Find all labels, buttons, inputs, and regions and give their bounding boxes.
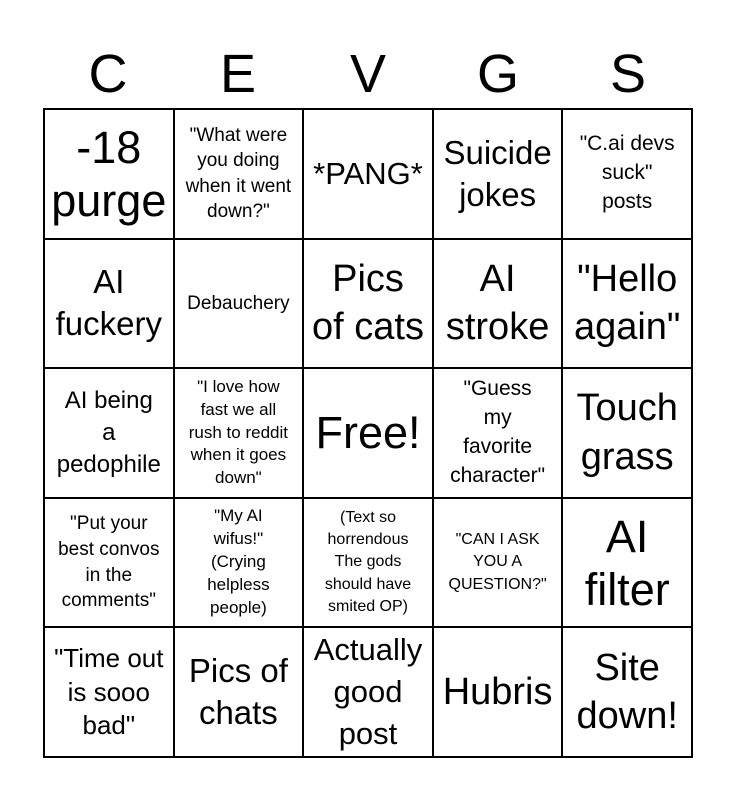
bingo-cell[interactable] [303,368,433,498]
bingo-cell[interactable] [303,627,433,757]
bingo-cell-text: Pics of chats [188,652,288,732]
bingo-cell[interactable] [562,627,692,757]
bingo-cell[interactable] [562,368,692,498]
bingo-cell-text: -18 purge [51,121,167,226]
bingo-header [43,40,693,108]
bingo-cell[interactable] [562,239,692,369]
bingo-cell[interactable] [174,627,304,757]
bingo-cell[interactable] [44,368,174,498]
bingo-cell-text: Site down! [576,646,678,738]
bingo-cell-text: AI stroke [445,257,550,349]
header-letter-e: E [219,44,257,104]
bingo-cell-text: Touch grass [576,387,678,478]
bingo-cell[interactable] [433,239,563,369]
header-letter-g: G [476,44,519,104]
bingo-cell[interactable] [303,498,433,628]
header-letter-v: V [349,44,387,104]
header-letter-c: C [88,44,128,104]
bingo-cell-text: Debauchery [187,292,290,314]
bingo-cell[interactable] [174,498,304,628]
bingo-cell-text: (Text so horrendous The gods should have smited OP) [324,508,412,616]
bingo-cell[interactable] [174,239,304,369]
bingo-cell-text: "Guess my favorite character" [450,377,546,487]
bingo-cell-text: Hubris [442,670,553,713]
bingo-cell[interactable] [303,239,433,369]
bingo-cell[interactable] [562,109,692,239]
bingo-cell[interactable] [174,109,304,239]
bingo-cell[interactable] [433,109,563,239]
bingo-cell[interactable] [562,498,692,628]
bingo-cell-text: Pics of cats [312,257,424,349]
bingo-cell[interactable] [433,627,563,757]
bingo-cell[interactable] [433,498,563,628]
bingo-cell-text: "CAN I ASK YOU A QUESTION?" [448,531,547,593]
bingo-cell[interactable] [303,109,433,239]
bingo-cell-text: AI fuckery [55,263,162,343]
bingo-cell[interactable] [433,368,563,498]
bingo-cell-text: "C.ai devs suck" posts [579,132,675,214]
bingo-cell-text: "Put your best convos in the comments" [58,513,160,612]
bingo-cell[interactable] [44,627,174,757]
bingo-cell-text: "Time out is sooo bad" [54,643,164,740]
bingo-cell-text: "What were you doing when it went down?" [185,124,292,223]
bingo-cell-text: AI being a pedophile [56,387,161,478]
bingo-cell[interactable] [174,368,304,498]
bingo-cell[interactable] [44,109,174,239]
bingo-cell-text: "I love how fast we all rush to reddit when it goes down" [188,376,288,488]
bingo-cell-text: *PANG* [313,155,423,191]
bingo-cell-text: "Hello again" [573,257,681,349]
bingo-cell-text: Suicide jokes [443,133,552,213]
bingo-cell[interactable] [44,239,174,369]
bingo-cell[interactable] [44,498,174,628]
bingo-cell-text: "My AI wifus!" (Crying helpless people) [207,506,270,617]
header-letter-s: S [609,44,647,104]
bingo-cell-text: Actually good post [313,632,423,752]
bingo-cell-text: Free! [315,407,421,459]
bingo-board [43,108,693,758]
bingo-cell-text: AI filter [584,510,670,615]
